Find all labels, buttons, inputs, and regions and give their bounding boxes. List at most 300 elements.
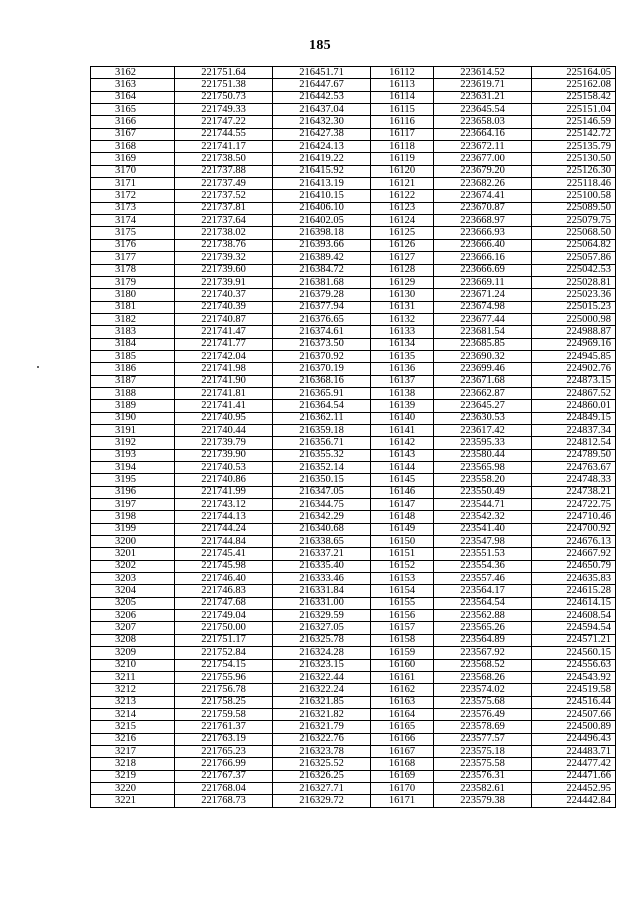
table-row (91, 165, 616, 177)
point-number-left: 3179 (91, 276, 175, 288)
point-number-left: 3168 (91, 141, 175, 153)
coordinate-table-body (91, 67, 616, 808)
table-row (91, 128, 616, 140)
x-coordinate-left: 221747.68 (175, 597, 273, 609)
point-number-right: 16135 (371, 350, 434, 362)
table-row (91, 67, 616, 79)
y-coordinate-right: 225028.81 (532, 276, 616, 288)
x-coordinate-left: 221768.04 (175, 782, 273, 794)
x-coordinate-right: 223578.69 (434, 721, 532, 733)
y-coordinate-left: 216379.28 (273, 289, 371, 301)
x-coordinate-left: 221741.81 (175, 387, 273, 399)
y-coordinate-right: 225000.98 (532, 313, 616, 325)
point-number-left: 3166 (91, 116, 175, 128)
x-coordinate-right: 223547.98 (434, 536, 532, 548)
table-row (91, 326, 616, 338)
y-coordinate-left: 216338.65 (273, 536, 371, 548)
point-number-left: 3217 (91, 745, 175, 757)
x-coordinate-right: 223662.87 (434, 387, 532, 399)
point-number-left: 3185 (91, 350, 175, 362)
y-coordinate-right: 224849.15 (532, 412, 616, 424)
point-number-right: 16161 (371, 671, 434, 683)
x-coordinate-left: 221751.38 (175, 79, 273, 91)
x-coordinate-left: 221740.39 (175, 301, 273, 313)
y-coordinate-right: 225118.46 (532, 178, 616, 190)
y-coordinate-left: 216373.50 (273, 338, 371, 350)
x-coordinate-right: 223580.44 (434, 449, 532, 461)
x-coordinate-right: 223575.68 (434, 696, 532, 708)
y-coordinate-right: 224710.46 (532, 511, 616, 523)
point-number-right: 16137 (371, 375, 434, 387)
table-row (91, 387, 616, 399)
x-coordinate-left: 221737.81 (175, 202, 273, 214)
x-coordinate-left: 221739.90 (175, 449, 273, 461)
point-number-left: 3186 (91, 363, 175, 375)
table-row (91, 647, 616, 659)
y-coordinate-left: 216424.13 (273, 141, 371, 153)
x-coordinate-right: 223672.11 (434, 141, 532, 153)
point-number-right: 16132 (371, 313, 434, 325)
y-coordinate-left: 216324.28 (273, 647, 371, 659)
x-coordinate-right: 223674.41 (434, 190, 532, 202)
point-number-left: 3198 (91, 511, 175, 523)
x-coordinate-left: 221759.58 (175, 708, 273, 720)
point-number-right: 16112 (371, 67, 434, 79)
y-coordinate-left: 216415.92 (273, 165, 371, 177)
y-coordinate-left: 216406.10 (273, 202, 371, 214)
table-row (91, 104, 616, 116)
point-number-left: 3178 (91, 264, 175, 276)
x-coordinate-right: 223630.53 (434, 412, 532, 424)
point-number-left: 3188 (91, 387, 175, 399)
y-coordinate-left: 216329.72 (273, 795, 371, 807)
y-coordinate-left: 216323.15 (273, 659, 371, 671)
x-coordinate-left: 221740.87 (175, 313, 273, 325)
x-coordinate-right: 223574.02 (434, 684, 532, 696)
point-number-left: 3207 (91, 622, 175, 634)
point-number-right: 16160 (371, 659, 434, 671)
x-coordinate-left: 221761.37 (175, 721, 273, 733)
table-row (91, 474, 616, 486)
x-coordinate-right: 223645.27 (434, 400, 532, 412)
table-row (91, 338, 616, 350)
point-number-right: 16136 (371, 363, 434, 375)
table-row (91, 770, 616, 782)
y-coordinate-left: 216350.15 (273, 474, 371, 486)
x-coordinate-left: 221745.98 (175, 560, 273, 572)
y-coordinate-left: 216370.92 (273, 350, 371, 362)
x-coordinate-right: 223582.61 (434, 782, 532, 794)
point-number-right: 16158 (371, 634, 434, 646)
x-coordinate-right: 223577.57 (434, 733, 532, 745)
point-number-right: 16140 (371, 412, 434, 424)
point-number-right: 16134 (371, 338, 434, 350)
table-row (91, 721, 616, 733)
point-number-right: 16124 (371, 215, 434, 227)
point-number-right: 16146 (371, 486, 434, 498)
point-number-left: 3213 (91, 696, 175, 708)
table-row (91, 696, 616, 708)
x-coordinate-left: 221746.40 (175, 573, 273, 585)
table-row (91, 141, 616, 153)
table-row (91, 597, 616, 609)
x-coordinate-right: 223576.31 (434, 770, 532, 782)
y-coordinate-left: 216370.19 (273, 363, 371, 375)
y-coordinate-right: 224507.66 (532, 708, 616, 720)
table-row (91, 449, 616, 461)
x-coordinate-left: 221750.73 (175, 91, 273, 103)
point-number-left: 3205 (91, 597, 175, 609)
y-coordinate-left: 216337.21 (273, 548, 371, 560)
point-number-left: 3218 (91, 758, 175, 770)
x-coordinate-right: 223685.85 (434, 338, 532, 350)
x-coordinate-left: 221745.41 (175, 548, 273, 560)
x-coordinate-right: 223682.26 (434, 178, 532, 190)
table-row (91, 622, 616, 634)
y-coordinate-right: 224676.13 (532, 536, 616, 548)
x-coordinate-left: 221750.00 (175, 622, 273, 634)
point-number-right: 16123 (371, 202, 434, 214)
table-row (91, 313, 616, 325)
x-coordinate-right: 223565.98 (434, 462, 532, 474)
table-row (91, 548, 616, 560)
page-number: 185 (309, 38, 331, 53)
point-number-right: 16171 (371, 795, 434, 807)
y-coordinate-right: 225100.58 (532, 190, 616, 202)
y-coordinate-right: 225126.30 (532, 165, 616, 177)
point-number-right: 16155 (371, 597, 434, 609)
point-number-left: 3199 (91, 523, 175, 535)
x-coordinate-right: 223677.00 (434, 153, 532, 165)
x-coordinate-right: 223554.36 (434, 560, 532, 572)
point-number-right: 16143 (371, 449, 434, 461)
x-coordinate-left: 221741.77 (175, 338, 273, 350)
y-coordinate-left: 216325.78 (273, 634, 371, 646)
y-coordinate-left: 216333.46 (273, 573, 371, 585)
x-coordinate-right: 223677.44 (434, 313, 532, 325)
coordinate-table (90, 66, 616, 808)
x-coordinate-right: 223567.92 (434, 647, 532, 659)
point-number-right: 16118 (371, 141, 434, 153)
y-coordinate-right: 224556.63 (532, 659, 616, 671)
point-number-right: 16147 (371, 499, 434, 511)
x-coordinate-left: 221737.88 (175, 165, 273, 177)
x-coordinate-left: 221744.24 (175, 523, 273, 535)
point-number-right: 16131 (371, 301, 434, 313)
table-row (91, 610, 616, 622)
x-coordinate-left: 221738.02 (175, 227, 273, 239)
table-row (91, 733, 616, 745)
point-number-right: 16159 (371, 647, 434, 659)
y-coordinate-right: 224477.42 (532, 758, 616, 770)
y-coordinate-left: 216389.42 (273, 252, 371, 264)
point-number-right: 16148 (371, 511, 434, 523)
table-row (91, 462, 616, 474)
point-number-right: 16150 (371, 536, 434, 548)
table-row (91, 758, 616, 770)
point-number-left: 3208 (91, 634, 175, 646)
y-coordinate-left: 216352.14 (273, 462, 371, 474)
point-number-left: 3181 (91, 301, 175, 313)
y-coordinate-left: 216393.66 (273, 239, 371, 251)
point-number-left: 3204 (91, 585, 175, 597)
y-coordinate-right: 224902.76 (532, 363, 616, 375)
point-number-left: 3164 (91, 91, 175, 103)
point-number-left: 3191 (91, 424, 175, 436)
y-coordinate-left: 216359.18 (273, 424, 371, 436)
point-number-right: 16130 (371, 289, 434, 301)
point-number-right: 16115 (371, 104, 434, 116)
point-number-left: 3163 (91, 79, 175, 91)
table-row (91, 437, 616, 449)
point-number-left: 3183 (91, 326, 175, 338)
x-coordinate-right: 223681.54 (434, 326, 532, 338)
y-coordinate-right: 224560.15 (532, 647, 616, 659)
y-coordinate-right: 224496.43 (532, 733, 616, 745)
table-row (91, 573, 616, 585)
y-coordinate-right: 225162.08 (532, 79, 616, 91)
point-number-left: 3167 (91, 128, 175, 140)
point-number-right: 16120 (371, 165, 434, 177)
x-coordinate-right: 223671.68 (434, 375, 532, 387)
point-number-right: 16129 (371, 276, 434, 288)
table-row (91, 400, 616, 412)
point-number-left: 3187 (91, 375, 175, 387)
point-number-right: 16166 (371, 733, 434, 745)
x-coordinate-left: 221739.91 (175, 276, 273, 288)
x-coordinate-right: 223699.46 (434, 363, 532, 375)
y-coordinate-left: 216402.05 (273, 215, 371, 227)
x-coordinate-left: 221742.04 (175, 350, 273, 362)
y-coordinate-left: 216329.59 (273, 610, 371, 622)
point-number-left: 3171 (91, 178, 175, 190)
x-coordinate-left: 221749.33 (175, 104, 273, 116)
y-coordinate-right: 224452.95 (532, 782, 616, 794)
point-number-left: 3189 (91, 400, 175, 412)
x-coordinate-left: 221740.37 (175, 289, 273, 301)
x-coordinate-left: 221756.78 (175, 684, 273, 696)
point-number-right: 16138 (371, 387, 434, 399)
y-coordinate-right: 224738.21 (532, 486, 616, 498)
point-number-left: 3209 (91, 647, 175, 659)
point-number-right: 16169 (371, 770, 434, 782)
x-coordinate-right: 223557.46 (434, 573, 532, 585)
point-number-left: 3216 (91, 733, 175, 745)
point-number-left: 3219 (91, 770, 175, 782)
point-number-left: 3162 (91, 67, 175, 79)
y-coordinate-right: 225023.36 (532, 289, 616, 301)
y-coordinate-right: 224837.34 (532, 424, 616, 436)
y-coordinate-right: 224519.58 (532, 684, 616, 696)
y-coordinate-left: 216432.30 (273, 116, 371, 128)
point-number-left: 3212 (91, 684, 175, 696)
table-row (91, 178, 616, 190)
y-coordinate-right: 225130.50 (532, 153, 616, 165)
y-coordinate-left: 216365.91 (273, 387, 371, 399)
x-coordinate-left: 221737.52 (175, 190, 273, 202)
x-coordinate-right: 223544.71 (434, 499, 532, 511)
y-coordinate-right: 224650.79 (532, 560, 616, 572)
table-row (91, 153, 616, 165)
table-row (91, 424, 616, 436)
y-coordinate-right: 225042.53 (532, 264, 616, 276)
y-coordinate-left: 216413.19 (273, 178, 371, 190)
point-number-right: 16128 (371, 264, 434, 276)
y-coordinate-right: 224812.54 (532, 437, 616, 449)
table-row (91, 301, 616, 313)
y-coordinate-left: 216340.68 (273, 523, 371, 535)
y-coordinate-left: 216451.71 (273, 67, 371, 79)
x-coordinate-left: 221740.44 (175, 424, 273, 436)
y-coordinate-left: 216376.65 (273, 313, 371, 325)
point-number-left: 3172 (91, 190, 175, 202)
table-row (91, 91, 616, 103)
x-coordinate-right: 223542.32 (434, 511, 532, 523)
x-coordinate-left: 221754.15 (175, 659, 273, 671)
point-number-left: 3202 (91, 560, 175, 572)
y-coordinate-left: 216427.38 (273, 128, 371, 140)
y-coordinate-right: 224969.16 (532, 338, 616, 350)
x-coordinate-right: 223576.49 (434, 708, 532, 720)
point-number-right: 16125 (371, 227, 434, 239)
y-coordinate-left: 216322.24 (273, 684, 371, 696)
y-coordinate-left: 216342.29 (273, 511, 371, 523)
x-coordinate-left: 221741.47 (175, 326, 273, 338)
point-number-right: 16168 (371, 758, 434, 770)
x-coordinate-left: 221741.41 (175, 400, 273, 412)
table-row (91, 745, 616, 757)
point-number-left: 3173 (91, 202, 175, 214)
point-number-right: 16117 (371, 128, 434, 140)
y-coordinate-left: 216323.78 (273, 745, 371, 757)
y-coordinate-right: 225089.50 (532, 202, 616, 214)
point-number-right: 16153 (371, 573, 434, 585)
x-coordinate-right: 223631.21 (434, 91, 532, 103)
point-number-left: 3210 (91, 659, 175, 671)
table-row (91, 486, 616, 498)
point-number-right: 16144 (371, 462, 434, 474)
y-coordinate-right: 225158.42 (532, 91, 616, 103)
point-number-right: 16114 (371, 91, 434, 103)
point-number-left: 3206 (91, 610, 175, 622)
y-coordinate-left: 216447.67 (273, 79, 371, 91)
point-number-right: 16154 (371, 585, 434, 597)
y-coordinate-left: 216442.53 (273, 91, 371, 103)
table-row (91, 202, 616, 214)
x-coordinate-right: 223575.18 (434, 745, 532, 757)
y-coordinate-right: 224873.15 (532, 375, 616, 387)
x-coordinate-left: 221739.32 (175, 252, 273, 264)
x-coordinate-left: 221751.64 (175, 67, 273, 79)
x-coordinate-left: 221767.37 (175, 770, 273, 782)
point-number-right: 16119 (371, 153, 434, 165)
point-number-left: 3184 (91, 338, 175, 350)
point-number-right: 16126 (371, 239, 434, 251)
table-row (91, 782, 616, 794)
y-coordinate-right: 224571.21 (532, 634, 616, 646)
x-coordinate-left: 221738.50 (175, 153, 273, 165)
x-coordinate-right: 223671.24 (434, 289, 532, 301)
x-coordinate-right: 223564.17 (434, 585, 532, 597)
x-coordinate-right: 223551.53 (434, 548, 532, 560)
x-coordinate-left: 221758.25 (175, 696, 273, 708)
y-coordinate-left: 216335.40 (273, 560, 371, 572)
point-number-right: 16122 (371, 190, 434, 202)
point-number-left: 3190 (91, 412, 175, 424)
y-coordinate-right: 225079.75 (532, 215, 616, 227)
point-number-right: 16133 (371, 326, 434, 338)
y-coordinate-left: 216321.82 (273, 708, 371, 720)
point-number-left: 3196 (91, 486, 175, 498)
point-number-left: 3176 (91, 239, 175, 251)
y-coordinate-left: 216331.84 (273, 585, 371, 597)
y-coordinate-left: 216321.85 (273, 696, 371, 708)
y-coordinate-left: 216384.72 (273, 264, 371, 276)
point-number-left: 3182 (91, 313, 175, 325)
point-number-right: 16151 (371, 548, 434, 560)
point-number-left: 3165 (91, 104, 175, 116)
table-row (91, 239, 616, 251)
table-row (91, 350, 616, 362)
x-coordinate-right: 223666.40 (434, 239, 532, 251)
y-coordinate-right: 224500.89 (532, 721, 616, 733)
point-number-right: 16127 (371, 252, 434, 264)
x-coordinate-right: 223619.71 (434, 79, 532, 91)
y-coordinate-left: 216398.18 (273, 227, 371, 239)
x-coordinate-left: 221744.84 (175, 536, 273, 548)
point-number-right: 16164 (371, 708, 434, 720)
point-number-left: 3193 (91, 449, 175, 461)
y-coordinate-left: 216326.25 (273, 770, 371, 782)
point-number-left: 3177 (91, 252, 175, 264)
point-number-left: 3170 (91, 165, 175, 177)
table-row (91, 215, 616, 227)
x-coordinate-right: 223595.33 (434, 437, 532, 449)
table-row (91, 252, 616, 264)
x-coordinate-right: 223558.20 (434, 474, 532, 486)
y-coordinate-right: 225057.86 (532, 252, 616, 264)
point-number-left: 3221 (91, 795, 175, 807)
table-row (91, 560, 616, 572)
table-row (91, 536, 616, 548)
x-coordinate-right: 223565.26 (434, 622, 532, 634)
y-coordinate-right: 224867.52 (532, 387, 616, 399)
table-row (91, 276, 616, 288)
x-coordinate-left: 221741.90 (175, 375, 273, 387)
x-coordinate-left: 221743.12 (175, 499, 273, 511)
x-coordinate-right: 223674.98 (434, 301, 532, 313)
point-number-left: 3197 (91, 499, 175, 511)
y-coordinate-right: 224722.75 (532, 499, 616, 511)
point-number-right: 16139 (371, 400, 434, 412)
point-number-left: 3203 (91, 573, 175, 585)
point-number-left: 3201 (91, 548, 175, 560)
point-number-left: 3214 (91, 708, 175, 720)
y-coordinate-right: 224543.92 (532, 671, 616, 683)
x-coordinate-left: 221737.64 (175, 215, 273, 227)
y-coordinate-left: 216322.44 (273, 671, 371, 683)
x-coordinate-right: 223668.97 (434, 215, 532, 227)
x-coordinate-left: 221738.76 (175, 239, 273, 251)
point-number-left: 3180 (91, 289, 175, 301)
y-coordinate-left: 216356.71 (273, 437, 371, 449)
x-coordinate-left: 221768.73 (175, 795, 273, 807)
y-coordinate-left: 216327.71 (273, 782, 371, 794)
y-coordinate-left: 216347.05 (273, 486, 371, 498)
table-row (91, 412, 616, 424)
x-coordinate-right: 223564.89 (434, 634, 532, 646)
y-coordinate-right: 225151.04 (532, 104, 616, 116)
